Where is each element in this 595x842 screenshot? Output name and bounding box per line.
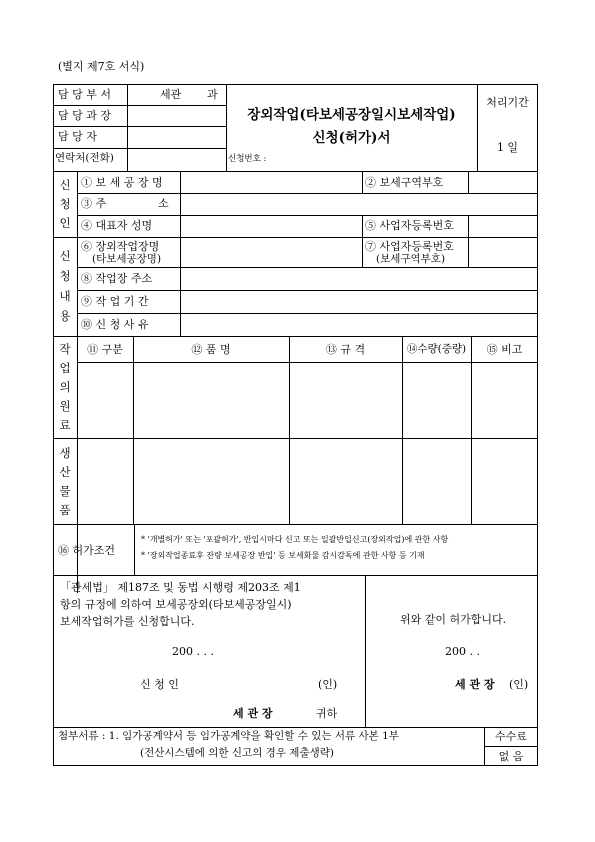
officer-contact-label: 연락처(전화) — [55, 152, 114, 164]
material-label-4: 원 — [59, 399, 71, 413]
material-label-5: 료 — [59, 418, 71, 432]
officer-dept-label: 담 당 부 서 — [58, 88, 111, 101]
business-reg-input[interactable] — [469, 216, 537, 236]
attachments-line-1: 첨부서류 : 1. 임가공계약서 등 임가공계약을 확인할 수 있는 서류 사본 1부 — [58, 730, 399, 742]
conditions-label: ⑯ 허가조건 — [58, 544, 116, 557]
field-workshop-name-label: ⑥ 장외작업장명 — [81, 240, 160, 253]
field-workshop-name-sub: (타보세공장명) — [92, 253, 162, 265]
goods-header-remarks: ⑮ 비고 — [486, 343, 523, 356]
form-title-line2: 신청(허가)서 — [312, 130, 391, 146]
product-label-2: 산 — [59, 465, 71, 479]
reason-input[interactable] — [181, 314, 537, 335]
dept-value-customs: 세관 — [160, 88, 182, 101]
processing-period-label: 처리기간 — [486, 96, 529, 109]
goods-header-category: ⑪ 구분 — [87, 343, 123, 356]
bonded-area-code-input[interactable] — [469, 173, 537, 192]
permit-date: 200 . . — [445, 645, 480, 658]
permit-text: 위와 같이 허가합니다. — [400, 613, 507, 626]
applicant-seal: (인) — [318, 678, 338, 691]
form-title-line1: 장외작업(타보세공장일시보세작업) — [247, 107, 456, 123]
products-entry-area[interactable] — [78, 439, 537, 523]
goods-header-quantity: ⑭수량(중량) — [406, 343, 467, 355]
permit-signer: 세 관 장 — [455, 678, 495, 691]
processing-period-value: 1 일 — [496, 141, 519, 154]
request-group-label-2: 청 — [59, 269, 71, 283]
material-label-2: 업 — [59, 361, 71, 375]
field-business-reg-label: ⑤ 사업자등록번호 — [365, 219, 454, 232]
officer-chief-label: 담 당 과 장 — [58, 109, 111, 122]
product-label-3: 물 — [59, 484, 71, 498]
fee-value: 없 음 — [498, 750, 524, 763]
condition-note-1: * '개별허가' 또는 '포괄허가', 반입시마다 신고 또는 일괄반입신고(장외작업)에 관한 사항 — [141, 535, 449, 544]
field-bonded-area-code-label: ② 보세구역부호 — [365, 176, 444, 189]
applicant-signature-label: 신 청 인 — [140, 678, 179, 691]
factory-name-input[interactable] — [181, 173, 361, 192]
addressee-label: 세 관 장 — [233, 707, 273, 720]
field-address-label: ③ 주 — [81, 197, 107, 210]
work-period-input[interactable] — [181, 291, 537, 312]
material-label-3: 의 — [59, 380, 71, 394]
field-representative-label: ④ 대표자 성명 — [81, 219, 153, 232]
application-number-label: 신청번호 : — [228, 154, 267, 164]
field-workshop-reg-label: ⑦ 사업자등록번호 — [365, 240, 454, 253]
field-factory-name-label: ① 보 세 공 장 명 — [81, 176, 163, 189]
applicant-group-label-2: 청 — [59, 197, 71, 211]
workshop-address-input[interactable] — [181, 268, 537, 289]
permit-seal: (인) — [509, 678, 529, 691]
product-label-4: 품 — [59, 503, 71, 517]
request-group-label-4: 용 — [59, 309, 71, 323]
goods-header-item-name: ⑫ 품 명 — [191, 343, 231, 356]
request-group-label-1: 신 — [59, 249, 71, 263]
dept-value-division: 과 — [207, 88, 218, 101]
condition-note-2: * '장외작업종료후 잔량 보세공장 반입' 등 보세화물 감시감독에 관한 사항 등 기재 — [141, 551, 425, 560]
applicant-group-label-1: 신 — [59, 178, 71, 192]
declaration-line-3: 보세작업허가를 신청합니다. — [60, 615, 195, 628]
representative-input[interactable] — [181, 216, 361, 236]
fee-label: 수수료 — [495, 730, 527, 743]
addressee-suffix: 귀하 — [316, 707, 338, 720]
application-date: 200 . . . — [172, 645, 214, 658]
field-work-period-label: ⑨ 작 업 기 간 — [81, 295, 149, 308]
workshop-name-input[interactable] — [181, 238, 361, 266]
request-group-label-3: 내 — [59, 289, 71, 303]
field-address-label-suffix: 소 — [158, 197, 169, 210]
field-workshop-reg-sub: (보세구역부호) — [376, 253, 446, 265]
material-label-1: 작 — [59, 342, 71, 356]
declaration-line-1: 「관세법」 제187조 및 동법 시행령 제203조 제1 — [60, 581, 301, 594]
form-number: (별지 제7호 서식) — [58, 60, 145, 73]
officer-person-label: 담 당 자 — [58, 130, 97, 143]
product-label-1: 생 — [59, 446, 71, 460]
materials-entry-area[interactable] — [78, 363, 537, 437]
workshop-reg-input[interactable] — [469, 238, 537, 266]
declaration-line-2: 항의 규정에 의하여 보세공장외(타보세공장일시) — [60, 598, 292, 611]
address-input[interactable] — [181, 194, 537, 214]
field-reason-label: ⑩ 신 청 사 유 — [81, 318, 149, 331]
attachments-line-2: (전산시스템에 의한 신고의 경우 제출생략) — [140, 747, 334, 759]
goods-header-spec: ⑬ 규 격 — [325, 343, 366, 356]
field-workshop-address-label: ⑧ 작업장 주소 — [81, 272, 153, 285]
applicant-group-label-3: 인 — [59, 216, 71, 230]
